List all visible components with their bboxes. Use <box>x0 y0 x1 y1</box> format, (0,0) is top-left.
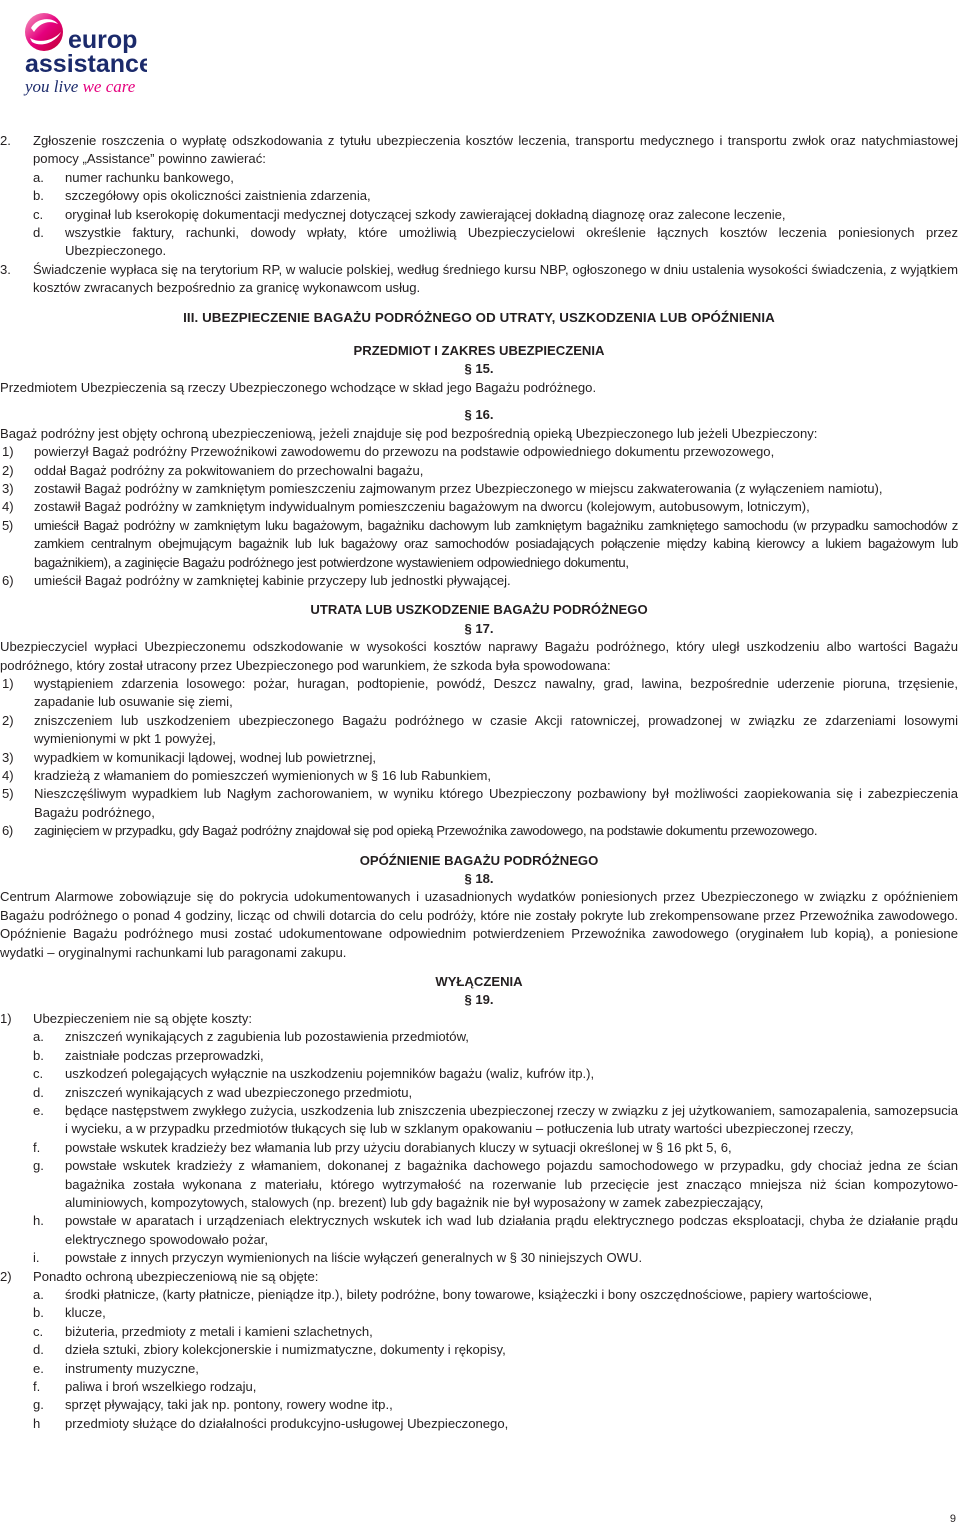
logo-circle-icon <box>25 13 63 51</box>
list-item: 5) umieścił Bagaż podróżny w zamkniętym luku bagażowym, bagażniku dachowym lub zamkniętym bagażniku zamkniętego samochodu (w przypadku samochodów z zamkiem centralnym obejmującym bagażnik lub luk bagażowy oraz samochodów posiadających połączenie między kabiną kierowcy a lukiem bagażowym lub bagażnikiem), a zaginięcie Bagażu podróżnego jest potwierdzone wystawieniem odpowiedniego dokumentu, <box>2 517 958 570</box>
section-heading: PRZEDMIOT I ZAKRES UBEZPIECZENIA <box>353 343 605 359</box>
list-item: 4) zostawił Bagaż podróżny w zamkniętym indywidualnym pomieszczeniu bagażowym na dworcu (kolejowym, autobusowym, lotniczym), <box>2 499 810 515</box>
list-group-1: 1) Ubezpieczeniem nie są objęte koszty: <box>0 1010 253 1026</box>
list-item: a. numer rachunku bankowego, <box>33 169 234 185</box>
item-text: Świadczenie wypłaca się na terytorium RP, w walucie polskiej, według średniego kursu NBP, ogłoszonego w dniu ustalenia wysokości świadczenia, z wyjątkiem kosztów zwracanych bezpośrednio za granicę wykonawcom usług. <box>33 261 958 296</box>
list-item: f. powstałe wskutek kradzieży bez włamania lub przy użyciu dorabianych kluczy w sytuacji określonej w § 16 pkt 5, 6, <box>33 1139 732 1155</box>
list-item: 6) zaginięciem w przypadku, gdy Bagaż podróżny znajdował się pod opieką Przewoźnika zawodowego, na podstawie dokumentu przewozowego. <box>2 823 818 839</box>
paragraph-text: Bagaż podróżny jest objęty ochroną ubezpieczeniową, jeżeli znajduje się pod bezpośrednią opieką Ubezpieczonego lub jeżeli Ubezpieczony: <box>0 425 818 441</box>
list-item: 1) wystąpieniem zdarzenia losowego: pożar, huragan, podtopienie, powódź, Deszcz nawalny, grad, lawina, bezpośrednie uderzenie pioruna, trzęsienie, zapadanie lub osuwanie się ziemi, <box>2 675 958 710</box>
list-item: c. uszkodzeń polegających wyłącznie na uszkodzeniu pojemników bagażu (waliz, kufrów itp.), <box>33 1066 595 1082</box>
list-item: i. powstałe z innych przyczyn wymienionych na liście wyłączeń generalnych w § 30 niniejszych OWU. <box>33 1250 643 1266</box>
section-heading: OPÓŹNIENIE BAGAŻU PODRÓŻNEGO <box>359 852 599 868</box>
section-heading: UTRATA LUB USZKODZENIE BAGAŻU PODRÓŻNEGO <box>310 602 648 618</box>
list-group-2: 2) Ponadto ochroną ubezpieczeniową nie są objęte: <box>0 1268 319 1284</box>
list-item: 4) kradzieżą z włamaniem do pomieszczeń wymienionych w § 16 lub Rabunkiem, <box>2 768 492 783</box>
list-item: 6) umieścił Bagaż podróżny w zamkniętej kabinie przyczepy lub jednostki pływającej. <box>2 572 511 588</box>
logo-word-europ: europ <box>68 26 138 54</box>
section-heading: WYŁĄCZENIA <box>435 974 523 990</box>
list-item: b. zaistniałe podczas przeprowadzki, <box>33 1047 264 1063</box>
paragraph-number: § 15. <box>464 361 494 377</box>
item-number: 2. <box>0 133 11 148</box>
paragraph-number: § 17. <box>464 620 494 636</box>
paragraph-text: Przedmiotem Ubezpieczenia są rzeczy Ubezpieczonego wchodzące w skład jego Bagażu podróżnego. <box>0 379 597 395</box>
logo-word-assistance: assistance <box>25 50 147 78</box>
list-item: 2) zniszczeniem lub uszkodzeniem ubezpieczonego Bagażu podróżnego w czasie Akcji ratowniczej, prowadzonej w związku ze zdarzeniami losowymi wymienionymi w pkt 1 powyżej, <box>2 712 958 747</box>
paragraph-text: Ubezpieczyciel wypłaci Ubezpieczonemu odszkodowanie w wysokości kosztów naprawy Bagażu podróżnego, który uległ uszkodzeniu albo wartości Bagażu podróżnego, który został utracony przez Ubezpieczonego pod warunkiem, że szkoda była spowodowana: <box>0 639 958 673</box>
list-item: a. środki płatnicze, (karty płatnicze, pieniądze itp.), bilety podróżne, bony towarowe, książeczki i bony oszczędnościowe, papiery wartościowe, <box>33 1286 873 1302</box>
list-item: 5) Nieszczęśliwym wypadkiem lub Nagłym zachorowaniem, w wyniku którego Ubezpieczony pozbawiony był możliwości zaopiekowania się i zabezpieczenia Bagażu podróżnego, <box>2 786 958 820</box>
part-title: III. UBEZPIECZENIE BAGAŻU PODRÓŻNEGO OD UTRATY, USZKODZENIA LUB OPÓŹNIENIA <box>183 309 775 325</box>
paragraph-number: § 19. <box>464 992 494 1008</box>
list-item: e. instrumenty muzyczne, <box>33 1360 199 1376</box>
item-text: Zgłoszenie roszczenia o wypłatę odszkodowania z tytułu ubezpieczenia kosztów leczenia, transportu medycznego i transportu zwłok oraz natychmiastowej pomocy „Assistance” powinno zawierać: <box>33 133 958 167</box>
logo-graphic <box>22 6 147 98</box>
page-number: 9 <box>949 1513 956 1525</box>
paragraph-number: § 18. <box>464 871 494 887</box>
list-item-sec3 <box>0 261 958 298</box>
list-item: 1) powierzył Bagaż podróżny Przewoźnikowi zawodowemu do przewozu na podstawie odpowiedniego dokumentu przewozowego, <box>2 444 775 460</box>
list-item: d. wszystkie faktury, rachunki, dowody wpłaty, które umożliwią Ubezpieczycielowi określenie łącznych kosztów leczenia poniesionych przez Ubezpieczonego. <box>33 225 958 259</box>
list-item: g. powstałe wskutek kradzieży z włamaniem, dokonanej z bagażnika dachowego pojazdu samochodowego w przypadku, gdy chociaż jedna ze ścian bagażnika została wykonana z materiału, którego wytrzymałość na rozerwanie lub przecięcie jest znacząco mniejsza niż ścian kompozytowo-aluminiowych, kompozytowych, stalowych (np. brezent) lub gdy bagażnik nie był wyposażony w zamek zabezpieczający, <box>33 1158 958 1210</box>
list-item: f. paliwa i broń wszelkiego rodzaju, <box>33 1379 257 1394</box>
list-item: 3) wypadkiem w komunikacji lądowej, wodnej lub powietrznej, <box>2 749 377 765</box>
list-item: b. szczegółowy opis okoliczności zaistnienia zdarzenia, <box>33 188 371 204</box>
list-item: h. powstałe w aparatach i urządzeniach elektrycznych wskutek ich wad lub działania prądu elektrycznego podczas eksploatacji, chyba że działanie prądu elektrycznego spowodowało pożar, <box>33 1213 958 1247</box>
list-item: c. oryginał lub kserokopię dokumentacji medycznej dotyczącej szkody zawierającej dokładną diagnozę oraz zalecone leczenie, <box>33 206 786 222</box>
list-item: c. biżuteria, przedmioty z metali i kamieni szlachetnych, <box>33 1323 373 1339</box>
list-item: d. dzieła sztuki, zbiory kolekcjonerskie i numizmatyczne, dokumenty i rękopisy, <box>33 1342 506 1358</box>
list-item: 2) oddał Bagaż podróżny za pokwitowaniem do przechowalni bagażu, <box>2 462 424 478</box>
policy-document <box>0 132 958 1433</box>
logo-tagline: you live we care <box>25 77 136 96</box>
item-number: 3. <box>0 261 11 277</box>
list-item: h przedmioty służące do działalności produkcyjno-usługowej Ubezpieczonego, <box>33 1415 509 1431</box>
list-item-sec2 <box>0 132 958 169</box>
list-item: b. klucze, <box>33 1305 106 1321</box>
list-item: g. sprzęt pływający, taki jak np. pontony, rowery wodne itp., <box>33 1397 393 1413</box>
list-item: 3) zostawił Bagaż podróżny w zamkniętym pomieszczeniu zajmowanym przez Ubezpieczonego w miejscu zakwaterowania (z wyłączeniem namiotu), <box>2 480 883 496</box>
paragraph-text: Centrum Alarmowe zobowiązuje się do pokrycia udokumentowanych i uzasadnionych wydatków poniesionych przez Ubezpieczonego w związku z opóźnieniem Bagażu podróżnego o ponad 4 godziny, licząc od chwili dotarcia do celu podróży, które nie zostały pokryte lub zrekompensowane przez Przewoźnika zawodowego. Opóźnienie Bagażu podróżnego musi zostać udokumentowane odpowiednim potwierdzeniem Przewoźnika zawodowego (oryginałem lub kopią), a poniesione wydatki – oryginalnymi rachunkami lub paragonami zakupu. <box>0 889 958 960</box>
list-item: d. zniszczeń wynikających z wad ubezpieczonego przedmiotu, <box>33 1084 413 1100</box>
list-item: a. zniszczeń wynikających z zagubienia lub pozostawienia przedmiotów, <box>33 1029 469 1045</box>
europ-assistance-logo <box>22 6 147 98</box>
list-item: e. będące następstwem zwykłego zużycia, uszkodzenia lub zniszczenia ubezpieczonej rzeczy w związku z jej użytkowaniem, samozapalenia, samozepsucia i wycieku, a w przypadku przedmiotów tłukących się lub w szklanym opakowaniu – potłuczenia lub utraty wartości ubezpieczonej rzeczy, <box>33 1102 958 1137</box>
paragraph-number: § 16. <box>464 407 494 423</box>
